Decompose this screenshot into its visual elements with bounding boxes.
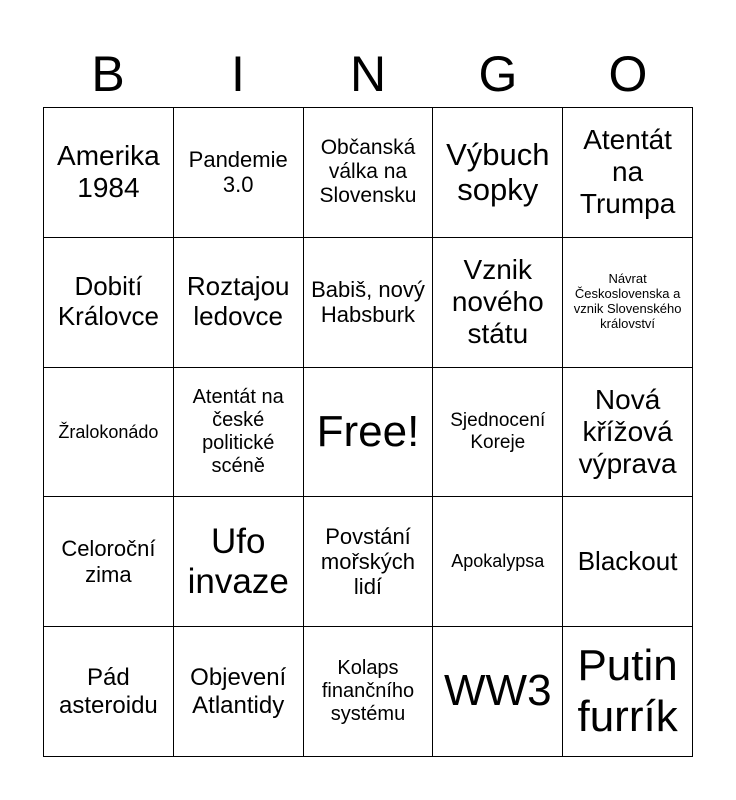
bingo-cell[interactable]: WW3 (433, 627, 563, 757)
bingo-cell[interactable]: Objevení Atlantidy (174, 627, 304, 757)
bingo-cell[interactable]: Apokalypsa (433, 497, 563, 627)
bingo-cell[interactable]: Vznik nového státu (433, 238, 563, 368)
bingo-cell[interactable]: Roztajou ledovce (174, 238, 304, 368)
bingo-cell[interactable]: Atentát na Trumpa (563, 108, 693, 238)
bingo-cell[interactable]: Ufo invaze (174, 497, 304, 627)
bingo-cell[interactable]: Amerika 1984 (44, 108, 174, 238)
bingo-cell[interactable]: Sjednocení Koreje (433, 368, 563, 498)
bingo-cell[interactable]: Babiš, nový Habsburk (304, 238, 434, 368)
bingo-header (43, 42, 693, 106)
bingo-cell[interactable]: Občanská válka na Slovensku (304, 108, 434, 238)
bingo-cell[interactable]: Pád asteroidu (44, 627, 174, 757)
bingo-cell[interactable]: Návrat Československa a vznik Slovenského království (563, 238, 693, 368)
header-letter-n: N (349, 46, 387, 102)
header-letter-b: B (91, 46, 125, 102)
bingo-cell[interactable]: Celoroční zima (44, 497, 174, 627)
bingo-cell[interactable]: Nová křížová výprava (563, 368, 693, 498)
bingo-cell[interactable]: Atentát na české politické scéně (174, 368, 304, 498)
bingo-board (43, 107, 693, 757)
header-letter-o: O (608, 46, 648, 102)
bingo-cell[interactable]: Žralokonádo (44, 368, 174, 498)
bingo-cell[interactable]: Výbuch sopky (433, 108, 563, 238)
bingo-cell[interactable]: Pandemie 3.0 (174, 108, 304, 238)
bingo-cell[interactable]: Free! (304, 368, 434, 498)
bingo-cell[interactable]: Kolaps finančního systému (304, 627, 434, 757)
bingo-cell[interactable]: Dobití Královce (44, 238, 174, 368)
header-letter-i: I (231, 46, 245, 102)
bingo-cell[interactable]: Putin furrík (563, 627, 693, 757)
bingo-cell[interactable]: Povstání mořských lidí (304, 497, 434, 627)
header-letter-g: G (478, 46, 518, 102)
bingo-cell[interactable]: Blackout (563, 497, 693, 627)
